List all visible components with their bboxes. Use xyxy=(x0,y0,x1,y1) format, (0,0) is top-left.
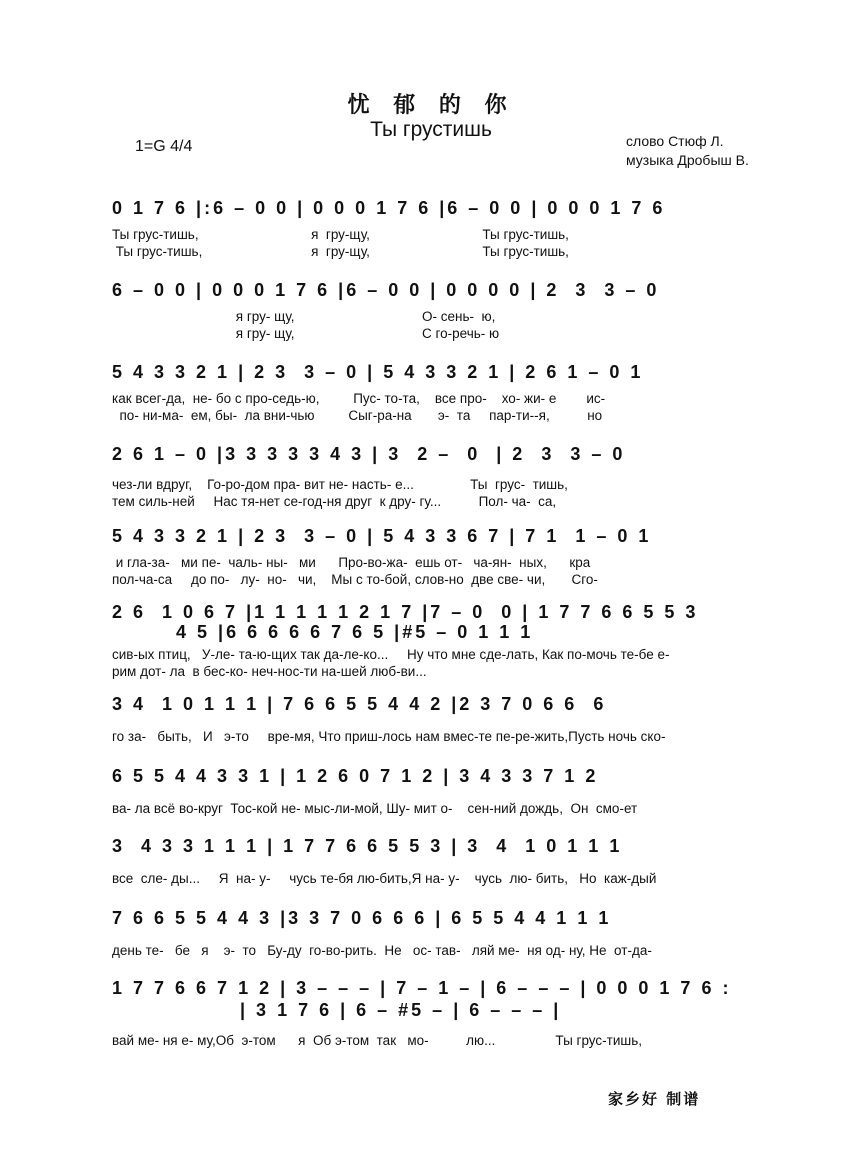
title-russian: Ты грустишь xyxy=(370,118,492,141)
lyric-line-verse-2: я гру- щу, С го-речь- ю xyxy=(112,326,500,341)
notation-line-lower: | 3 1 7 6 | 6 – #5 – | 6 – – – | xyxy=(112,1000,562,1020)
notation-line: 3 4 3 3 1 1 1 | 1 7 7 6 6 5 5 3 | 3 4 1 0 1 1 1 xyxy=(112,836,623,856)
key-signature: 1=G 4/4 xyxy=(135,138,193,155)
notation-line: 2 6 1 – 0 |3 3 3 3 3 4 3 | 3 2 – 0 | 2 3 3 – 0 xyxy=(112,444,626,464)
arranger-credit: 家乡好 制谱 xyxy=(608,1090,701,1108)
lyric-line: день те- бе я э- то Бу-ду го-во-рить. Не ос- тав- ляй ме- ня од- ну, Не от-да- xyxy=(112,943,652,958)
lyric-line-verse-2: пол-ча-са до по- лу- но- чи, Мы с то-бой, слов-но две све- чи, Сго- xyxy=(112,572,598,587)
notation-line-upper: 1 7 7 6 6 7 1 2 | 3 – – – | 7 – 1 – | 6 – – – | 0 0 0 1 7 6 : xyxy=(112,978,732,998)
lyric-line-verse-2: по- ни-ма- ем, бы- ла вни-чью Сыг-ра-на э- та пар-ти--я, но xyxy=(112,408,603,423)
lyric-line-verse-2: рим дот- ла в бес-ко- неч-нос-ти на-шей люб-ви... xyxy=(112,664,427,679)
lyric-line: все сле- ды... Я на- у- чусь те-бя лю-бить,Я на- у- чусь лю- бить, Но каж-дый xyxy=(112,871,657,886)
notation-line: 6 – 0 0 | 0 0 0 1 7 6 |6 – 0 0 | 0 0 0 0 | 2 3 3 – 0 xyxy=(112,280,660,300)
notation-line: 5 4 3 3 2 1 | 2 3 3 – 0 | 5 4 3 3 2 1 | 2 6 1 – 0 1 xyxy=(112,362,644,382)
credit-music: музыка Дробыш В. xyxy=(626,152,749,168)
notation-line: 7 6 6 5 5 4 4 3 |3 3 7 0 6 6 6 | 6 5 5 4 4 1 1 1 xyxy=(112,908,612,928)
lyric-line: ва- ла всё во-круг Тос-кой не- мыс-ли-мой, Шу- мит о- сен-ний дождь, Он смо-ет xyxy=(112,801,638,816)
notation-line-lower: 4 5 |6 6 6 6 6 7 6 5 |#5 – 0 1 1 1 xyxy=(112,622,534,642)
lyric-line-verse-1: я гру- щу, О- сень- ю, xyxy=(112,309,496,324)
notation-line: 3 4 1 0 1 1 1 | 7 6 6 5 5 4 4 2 |2 3 7 0 6 6 6 xyxy=(112,694,607,714)
notation-line-upper: 2 6 1 0 6 7 |1 1 1 1 1 2 1 7 |7 – 0 0 | 1 7 7 6 6 5 5 3 xyxy=(112,602,699,622)
lyric-line-verse-2: тем силь-ней Нас тя-нет се-год-ня друг к дру- гу... Пол- ча- са, xyxy=(112,494,557,509)
lyric-line: го за- быть, И э-то вре-мя, Что приш-лось нам вмес-те пе-ре-жить,Пусть ночь ско- xyxy=(112,729,666,744)
notation-line: 6 5 5 4 4 3 3 1 | 1 2 6 0 7 1 2 | 3 4 3 3 7 1 2 xyxy=(112,766,599,786)
notation-line: 0 1 7 6 |:6 – 0 0 | 0 0 0 1 7 6 |6 – 0 0 | 0 0 0 1 7 6 xyxy=(112,198,666,218)
lyric-line-verse-1: чез-ли вдруг, Го-ро-дом пра- вит не- насть- е... Ты грус- тишь, xyxy=(112,477,568,492)
lyric-line-verse-1: как всег-да, не- бо с про-седь-ю, Пус- то-та, все про- хо- жи- е ис- xyxy=(112,391,606,406)
credits xyxy=(626,132,749,170)
lyric-line-verse-1: Ты грус-тишь, я гру-щу, Ты грус-тишь, xyxy=(112,227,569,242)
lyric-line-verse-1: и гла-за- ми пе- чаль- ны- ми Про-во-жа- ешь от- ча-ян- ных, кра xyxy=(112,555,591,570)
lyric-line-verse-2: Ты грус-тишь, я гру-щу, Ты грус-тишь, xyxy=(112,244,569,259)
credit-words: слово Стюф Л. xyxy=(626,133,724,149)
title-chinese: 忧 郁 的 你 xyxy=(347,93,515,118)
lyric-line: вай ме- ня е- му,Об э-том я Об э-том так мо- лю... Ты грус-тишь, xyxy=(112,1033,642,1048)
notation-line: 5 4 3 3 2 1 | 2 3 3 – 0 | 5 4 3 3 6 7 | 7 1 1 – 0 1 xyxy=(112,526,652,546)
lyric-line-verse-1: сив-ых птиц, У-ле- та-ю-щих так да-ле-ко... Ну что мне сде-лать, Как по-мочь те-бе е- xyxy=(112,647,670,662)
